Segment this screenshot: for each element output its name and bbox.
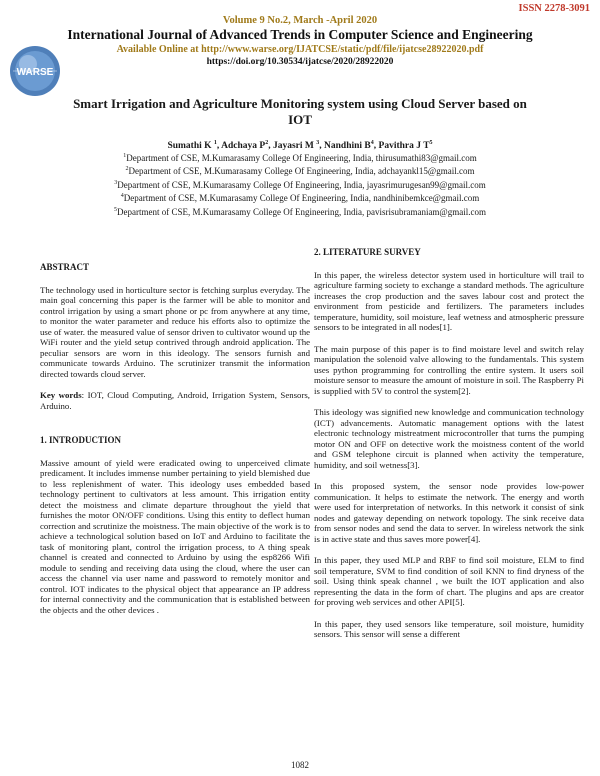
affiliations [0,151,600,218]
affiliation: $^1$Department of CSE, M.Kumarasamy College Of Engineering, India, thirusumathi83@gmail.com [123,153,477,163]
paper-title: Smart Irrigation and Agriculture Monitoring system using Cloud Server based on IOT [73,96,527,127]
affiliation: $^3$Department of CSE, M.Kumarasamy College Of Engineering, India, jayasrimurugesan99@gmail.com [114,179,486,190]
doi-link: https://doi.org/10.30534/ijatcse/2020/28922020 [206,57,394,67]
intro-heading: 1. INTRODUCTION [40,435,122,445]
logo-text: WARSE [16,67,54,78]
affiliation: $^4$Department of CSE, M.Kumarasamy College Of Engineering, India, nandhinibemkce@gmail.com [120,193,480,204]
left-column [40,262,310,615]
page-number: 1082 [291,760,309,770]
lit-paragraph: In this paper, they used sensors like temperature, soil moisture, humidity sensors. This sensor will sense a different [314,618,584,639]
abstract-text: The technology used in horticulture sector is fetching surplus everyday. The main goal concerning this paper is the farmer will be able to monitor and control irrigation by using a smart phone or pc from anywhere at any time, to monitor the water parameter and reduce his efforts also to optimize the use of water. the measured value of sensor driven to cultivator wound up the WiFi router and the yield setup contrived through android application. The peculiar sensors are worn in this ideology. The sensors furnish and communicate towards Arduino. The scrutinizer transmit the information directed towards cloud server. [40,284,310,379]
keywords [40,390,310,411]
volume-line: Volume 9 No.2, March -April 2020 [222,15,378,26]
issn-label: ISSN 2278-3091 [518,3,590,14]
abstract-heading: ABSTRACT [40,262,90,272]
right-column [314,247,584,640]
warse-logo [8,44,62,98]
author-list: Sumathi K $^1$, Adchaya $P^2$, Jayasri M $^3$, Nandhini $B^4$, Pavithra J $T^5$ [167,140,433,152]
journal-title: International Journal of Advanced Trends in Computer Science and Engineering [67,27,533,42]
affiliation: $^5$Department of CSE, M.Kumarasamy College Of Engineering, India, pavisrisubramaniam@gmail.com [114,206,486,217]
intro-text: Massive amount of yield were eradicated owing to unperceived climate predicament. It includes immense number pertaining to yield blemished due to less replenishment of water. This ideology uses embedded based technology pertinent to cultivators at less amount. This irrigation entity detect the moistness and climate departure throughout the yield that furnishes the motor ON/OFF conditions. Using this entity to deflect human correction and scrutinize the moistness. The main objective of the work is to achieve a technological solution based on IoT and Arduino to facilitate the task of monitoring plant, control the irrigation process, to A thing speak channel is created and connected to Arduino by using the esp8266 Wifi module to sending and receiving data using the cloud, where the user can access the channel via user name and password to remotely monitor and control. IOT indicates to the physical object that appearance an IP address for internal connectivity and the communication that is established between the objects and the other devices . [40,457,310,615]
online-url: Available Online at http://www.warse.org/IJATCSE/static/pdf/file/ijatcse28922020.pdf [116,44,484,55]
lit-paragraph: The main purpose of this paper is to find moistare level and switch relay manipulation the solenoid valve allowing to the fundamentals. This system uses python programming for controlling the entire system. It users soil moisture sensor to measure the amount of moisture in soil. The Raspberry Pi is supplied with 5V to control the system[2]. [314,343,584,396]
affiliation: $^2$Department of CSE, M.Kumarasamy College Of Engineering, India, adchayankl15@gmail.com [125,166,475,177]
lit-paragraph: In this paper, the wireless detector system used in horticulture will trail to agriculture farming society to exchange a standard methods. The agriculture increases the crop production and the saves labour cost and protect the environment from pesticide and fertilizers. The parameters includes temperature, humidity, soil moisture, leaf wetness and atmospheric pressure sensors to be integrated in all nodes[1]. [314,269,584,332]
lit-paragraph: In this proposed system, the sensor node provides low-power communication. It helps to estimate the network. The energy and worth were used for interpretation of networks. In this network it consist of sink nodes and gateway depending on network topology. The sink receive data from sensor nodes and send the data to server. In wireless network the sink is in active state and thus saves more power[4]. [314,481,584,544]
lit-paragraph: This ideology was signified new knowledge and communication technology (ICT) advancements. Automatic management options with the latest electronic technology mistreatment microcontroller that turns the pumping motor ON and OFF on detective work the moistness content of the world and GSM telephone circuit is planned when activity the temperature, humidity, and soil wetness[3]. [314,407,584,470]
keywords-text: : IOT, Cloud Computing, Android, Irrigation System, Sensors, Arduino. [40,390,310,411]
lit-paragraph: In this paper, they used MLP and RBF to find soil moisture, ELM to find soil temperature, SVM to find condition of soil KNN to find dryness of the soil. Using think speak channel , we built the IOT application and also representing the data in the form of chart. The plugins and aps are creator for proving web services and other API[5]. [314,555,584,607]
keywords-label: Key words [40,390,82,400]
literature-heading: 2. LITERATURE SURVEY [314,247,421,257]
